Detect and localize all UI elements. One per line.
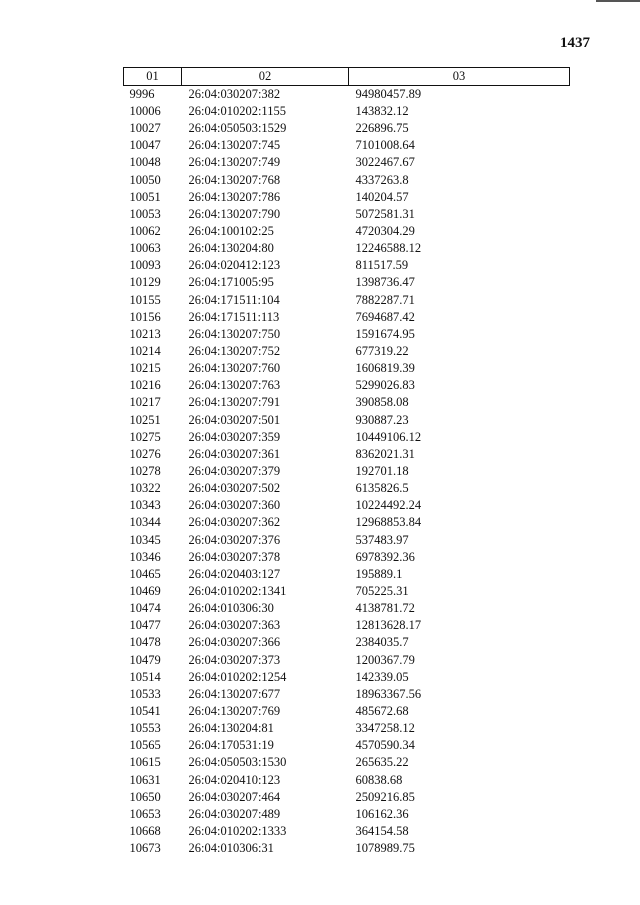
row-number-cell: 10006 bbox=[129, 104, 161, 119]
table-row bbox=[124, 326, 570, 343]
row-number-cell: 10047 bbox=[129, 138, 161, 153]
cadastral-value-cell: 12968853.84 bbox=[355, 515, 422, 530]
cadastral-number-cell: 26:04:010202:1333 bbox=[188, 823, 287, 838]
row-number-cell: 10653 bbox=[129, 806, 161, 821]
cadastral-value-cell: 705225.31 bbox=[355, 584, 409, 598]
row-number-cell: 10215 bbox=[129, 361, 161, 376]
page-corner-mark bbox=[596, 0, 640, 2]
row-number-cell: 10465 bbox=[129, 566, 161, 581]
cadastral-number-cell: 26:04:130207:750 bbox=[188, 326, 281, 341]
column-header-02: 02 bbox=[182, 68, 349, 86]
cadastral-value-table bbox=[123, 67, 570, 857]
cadastral-value-cell: 1591674.95 bbox=[355, 326, 415, 341]
cadastral-number-cell: 26:04:170531:19 bbox=[188, 738, 274, 753]
table-row bbox=[124, 446, 570, 463]
cadastral-number-cell: 26:04:130207:760 bbox=[188, 361, 281, 376]
table-header bbox=[124, 68, 570, 86]
table-row bbox=[124, 137, 570, 154]
cadastral-value-cell: 2509216.85 bbox=[355, 789, 415, 804]
row-number-cell: 10051 bbox=[129, 189, 161, 204]
cadastral-number-cell: 26:04:030207:373 bbox=[188, 652, 281, 667]
row-number-cell: 10344 bbox=[129, 515, 161, 530]
table-row bbox=[124, 394, 570, 411]
row-number-cell: 9996 bbox=[129, 87, 155, 101]
cadastral-number-cell: 26:04:130207:791 bbox=[188, 395, 281, 410]
cadastral-number-cell: 26:04:100102:25 bbox=[188, 224, 274, 239]
cadastral-value-cell: 1606819.39 bbox=[355, 361, 415, 376]
cadastral-number-cell: 26:04:030207:489 bbox=[188, 806, 281, 821]
cadastral-number-cell: 26:04:030207:502 bbox=[188, 481, 281, 496]
row-number-cell: 10216 bbox=[129, 378, 161, 393]
cadastral-value-cell: 142339.05 bbox=[355, 669, 409, 684]
table-row bbox=[124, 532, 570, 549]
table-row bbox=[124, 360, 570, 377]
row-number-cell: 10474 bbox=[129, 601, 161, 616]
cadastral-number-cell: 26:04:010202:1155 bbox=[188, 104, 286, 119]
row-number-cell: 10631 bbox=[129, 772, 161, 787]
cadastral-number-cell: 26:04:010202:1341 bbox=[188, 584, 287, 598]
cadastral-number-cell: 26:04:030207:378 bbox=[188, 549, 281, 564]
row-number-cell: 10477 bbox=[129, 618, 161, 633]
cadastral-number-cell: 26:04:130207:790 bbox=[188, 206, 281, 221]
table-row bbox=[124, 737, 570, 754]
table-row bbox=[124, 206, 570, 223]
cadastral-value-cell: 5299026.83 bbox=[355, 378, 415, 393]
cadastral-number-cell: 26:04:030207:464 bbox=[188, 789, 281, 804]
cadastral-value-cell: 60838.68 bbox=[355, 772, 403, 787]
cadastral-number-cell: 26:04:010306:31 bbox=[188, 841, 274, 856]
cadastral-number-cell: 26:04:030207:376 bbox=[188, 532, 281, 547]
page-number: 1437 bbox=[560, 35, 590, 51]
cadastral-number-cell: 26:04:030207:362 bbox=[188, 515, 281, 530]
table-row bbox=[124, 583, 570, 600]
table-row bbox=[124, 617, 570, 634]
cadastral-value-cell: 4337263.8 bbox=[355, 172, 409, 187]
table-row bbox=[124, 600, 570, 617]
cadastral-value-cell: 364154.58 bbox=[355, 823, 409, 838]
cadastral-number-cell: 26:04:130207:677 bbox=[188, 686, 281, 701]
cadastral-value-cell: 265635.22 bbox=[355, 755, 409, 770]
cadastral-value-cell: 485672.68 bbox=[355, 703, 409, 718]
table-row bbox=[124, 343, 570, 360]
row-number-cell: 10322 bbox=[129, 481, 161, 496]
cadastral-value-cell: 1398736.47 bbox=[355, 275, 415, 290]
row-number-cell: 10093 bbox=[129, 258, 161, 273]
cadastral-value-cell: 390858.08 bbox=[355, 395, 409, 410]
header-row bbox=[124, 68, 570, 86]
row-number-cell: 10278 bbox=[129, 464, 161, 479]
cadastral-value-cell: 537483.97 bbox=[355, 532, 409, 547]
cadastral-value-cell: 3347258.12 bbox=[355, 721, 415, 736]
row-number-cell: 10469 bbox=[129, 584, 161, 598]
table-row bbox=[124, 240, 570, 257]
cadastral-value-cell: 7694687.42 bbox=[355, 309, 415, 324]
row-number-cell: 10478 bbox=[129, 635, 161, 650]
row-number-cell: 10673 bbox=[129, 841, 161, 856]
cadastral-number-cell: 26:04:030207:366 bbox=[188, 635, 281, 650]
cadastral-value-cell: 4138781.72 bbox=[355, 601, 415, 616]
cadastral-value-cell: 140204.57 bbox=[355, 189, 409, 204]
table-row bbox=[124, 652, 570, 669]
cadastral-number-cell: 26:04:130204:80 bbox=[188, 241, 274, 256]
cadastral-number-cell: 26:04:030207:501 bbox=[188, 412, 281, 427]
table-row bbox=[124, 514, 570, 531]
row-number-cell: 10214 bbox=[129, 344, 161, 359]
cadastral-number-cell: 26:04:130207:752 bbox=[188, 344, 281, 359]
cadastral-number-cell: 26:04:050503:1529 bbox=[188, 121, 287, 136]
cadastral-number-cell: 26:04:130207:769 bbox=[188, 703, 281, 718]
table-row bbox=[124, 754, 570, 771]
cadastral-value-cell: 195889.1 bbox=[355, 566, 403, 581]
table-row bbox=[124, 823, 570, 840]
table-row bbox=[124, 86, 570, 104]
cadastral-number-cell: 26:04:030207:363 bbox=[188, 618, 281, 633]
cadastral-value-cell: 143832.12 bbox=[355, 104, 409, 119]
row-number-cell: 10533 bbox=[129, 686, 161, 701]
cadastral-value-cell: 7101008.64 bbox=[355, 138, 415, 153]
cadastral-value-cell: 6978392.36 bbox=[355, 549, 415, 564]
row-number-cell: 10053 bbox=[129, 206, 161, 221]
row-number-cell: 10063 bbox=[129, 241, 161, 256]
cadastral-value-cell: 18963367.56 bbox=[355, 686, 422, 701]
row-number-cell: 10050 bbox=[129, 172, 161, 187]
table-row bbox=[124, 172, 570, 189]
table-row bbox=[124, 309, 570, 326]
cadastral-value-cell: 226896.75 bbox=[355, 121, 409, 136]
row-number-cell: 10155 bbox=[129, 292, 161, 307]
cadastral-number-cell: 26:04:010306:30 bbox=[188, 601, 274, 616]
cadastral-number-cell: 26:04:171005:95 bbox=[188, 275, 274, 290]
row-number-cell: 10650 bbox=[129, 789, 161, 804]
cadastral-value-cell: 4570590.34 bbox=[355, 738, 415, 753]
cadastral-number-cell: 26:04:030207:359 bbox=[188, 429, 281, 444]
row-number-cell: 10668 bbox=[129, 823, 161, 838]
table-body bbox=[124, 86, 570, 858]
row-number-cell: 10048 bbox=[129, 155, 161, 170]
table-row bbox=[124, 377, 570, 394]
table-row bbox=[124, 154, 570, 171]
table-row bbox=[124, 806, 570, 823]
cadastral-value-cell: 2384035.7 bbox=[355, 635, 409, 650]
row-number-cell: 10062 bbox=[129, 224, 161, 239]
cadastral-value-cell: 677319.22 bbox=[355, 344, 409, 359]
cadastral-number-cell: 26:04:010202:1254 bbox=[188, 669, 287, 684]
table-row bbox=[124, 429, 570, 446]
row-number-cell: 10251 bbox=[129, 412, 161, 427]
column-header-03: 03 bbox=[349, 68, 570, 86]
row-number-cell: 10565 bbox=[129, 738, 161, 753]
table-row bbox=[124, 686, 570, 703]
cadastral-value-cell: 811517.59 bbox=[355, 258, 409, 273]
cadastral-number-cell: 26:04:130207:749 bbox=[188, 155, 281, 170]
row-number-cell: 10213 bbox=[129, 326, 161, 341]
table-row bbox=[124, 189, 570, 206]
table-row bbox=[124, 120, 570, 137]
row-number-cell: 10345 bbox=[129, 532, 161, 547]
cadastral-value-cell: 10224492.24 bbox=[355, 498, 422, 513]
cadastral-value-cell: 1200367.79 bbox=[355, 652, 415, 667]
cadastral-value-cell: 94980457.89 bbox=[355, 87, 422, 101]
cadastral-number-cell: 26:04:130207:786 bbox=[188, 189, 281, 204]
table-row bbox=[124, 771, 570, 788]
table-row bbox=[124, 292, 570, 309]
cadastral-number-cell: 26:04:030207:382 bbox=[188, 87, 281, 101]
table-row bbox=[124, 480, 570, 497]
row-number-cell: 10129 bbox=[129, 275, 161, 290]
cadastral-value-cell: 7882287.71 bbox=[355, 292, 415, 307]
table-row bbox=[124, 549, 570, 566]
cadastral-number-cell: 26:04:030207:360 bbox=[188, 498, 281, 513]
table-row bbox=[124, 257, 570, 274]
table-row bbox=[124, 223, 570, 240]
cadastral-number-cell: 26:04:130207:768 bbox=[188, 172, 281, 187]
row-number-cell: 10514 bbox=[129, 669, 161, 684]
row-number-cell: 10156 bbox=[129, 309, 161, 324]
cadastral-value-cell: 6135826.5 bbox=[355, 481, 409, 496]
cadastral-number-cell: 26:04:171511:104 bbox=[188, 292, 280, 307]
row-number-cell: 10553 bbox=[129, 721, 161, 736]
cadastral-number-cell: 26:04:171511:113 bbox=[188, 309, 280, 324]
cadastral-value-cell: 192701.18 bbox=[355, 464, 409, 479]
cadastral-value-cell: 10449106.12 bbox=[355, 429, 422, 444]
cadastral-number-cell: 26:04:020412:123 bbox=[188, 258, 281, 273]
table-row bbox=[124, 412, 570, 429]
cadastral-number-cell: 26:04:130207:763 bbox=[188, 378, 281, 393]
cadastral-number-cell: 26:04:030207:361 bbox=[188, 446, 281, 461]
row-number-cell: 10276 bbox=[129, 446, 161, 461]
cadastral-number-cell: 26:04:020410:123 bbox=[188, 772, 281, 787]
column-header-01: 01 bbox=[124, 68, 182, 86]
cadastral-value-cell: 5072581.31 bbox=[355, 206, 415, 221]
table-row bbox=[124, 497, 570, 514]
table-row bbox=[124, 566, 570, 583]
table-row bbox=[124, 789, 570, 806]
cadastral-number-cell: 26:04:130207:745 bbox=[188, 138, 281, 153]
table-row bbox=[124, 720, 570, 737]
table-row bbox=[124, 463, 570, 480]
row-number-cell: 10217 bbox=[129, 395, 161, 410]
cadastral-value-cell: 930887.23 bbox=[355, 412, 409, 427]
row-number-cell: 10275 bbox=[129, 429, 161, 444]
table-row bbox=[124, 634, 570, 651]
cadastral-number-cell: 26:04:130204:81 bbox=[188, 721, 274, 736]
table-row bbox=[124, 274, 570, 291]
table-row bbox=[124, 103, 570, 120]
row-number-cell: 10479 bbox=[129, 652, 161, 667]
row-number-cell: 10615 bbox=[129, 755, 161, 770]
row-number-cell: 10027 bbox=[129, 121, 161, 136]
cadastral-number-cell: 26:04:030207:379 bbox=[188, 464, 281, 479]
table-row bbox=[124, 669, 570, 686]
cadastral-value-cell: 1078989.75 bbox=[355, 841, 415, 856]
cadastral-value-cell: 106162.36 bbox=[355, 806, 409, 821]
cadastral-number-cell: 26:04:050503:1530 bbox=[188, 755, 287, 770]
row-number-cell: 10541 bbox=[129, 703, 161, 718]
table-row bbox=[124, 840, 570, 857]
cadastral-value-cell: 12246588.12 bbox=[355, 241, 422, 256]
row-number-cell: 10343 bbox=[129, 498, 161, 513]
cadastral-value-cell: 12813628.17 bbox=[355, 618, 422, 633]
cadastral-number-cell: 26:04:020403:127 bbox=[188, 566, 281, 581]
table-row bbox=[124, 703, 570, 720]
cadastral-value-cell: 3022467.67 bbox=[355, 155, 415, 170]
cadastral-value-cell: 8362021.31 bbox=[355, 446, 415, 461]
cadastral-value-cell: 4720304.29 bbox=[355, 224, 415, 239]
row-number-cell: 10346 bbox=[129, 549, 161, 564]
